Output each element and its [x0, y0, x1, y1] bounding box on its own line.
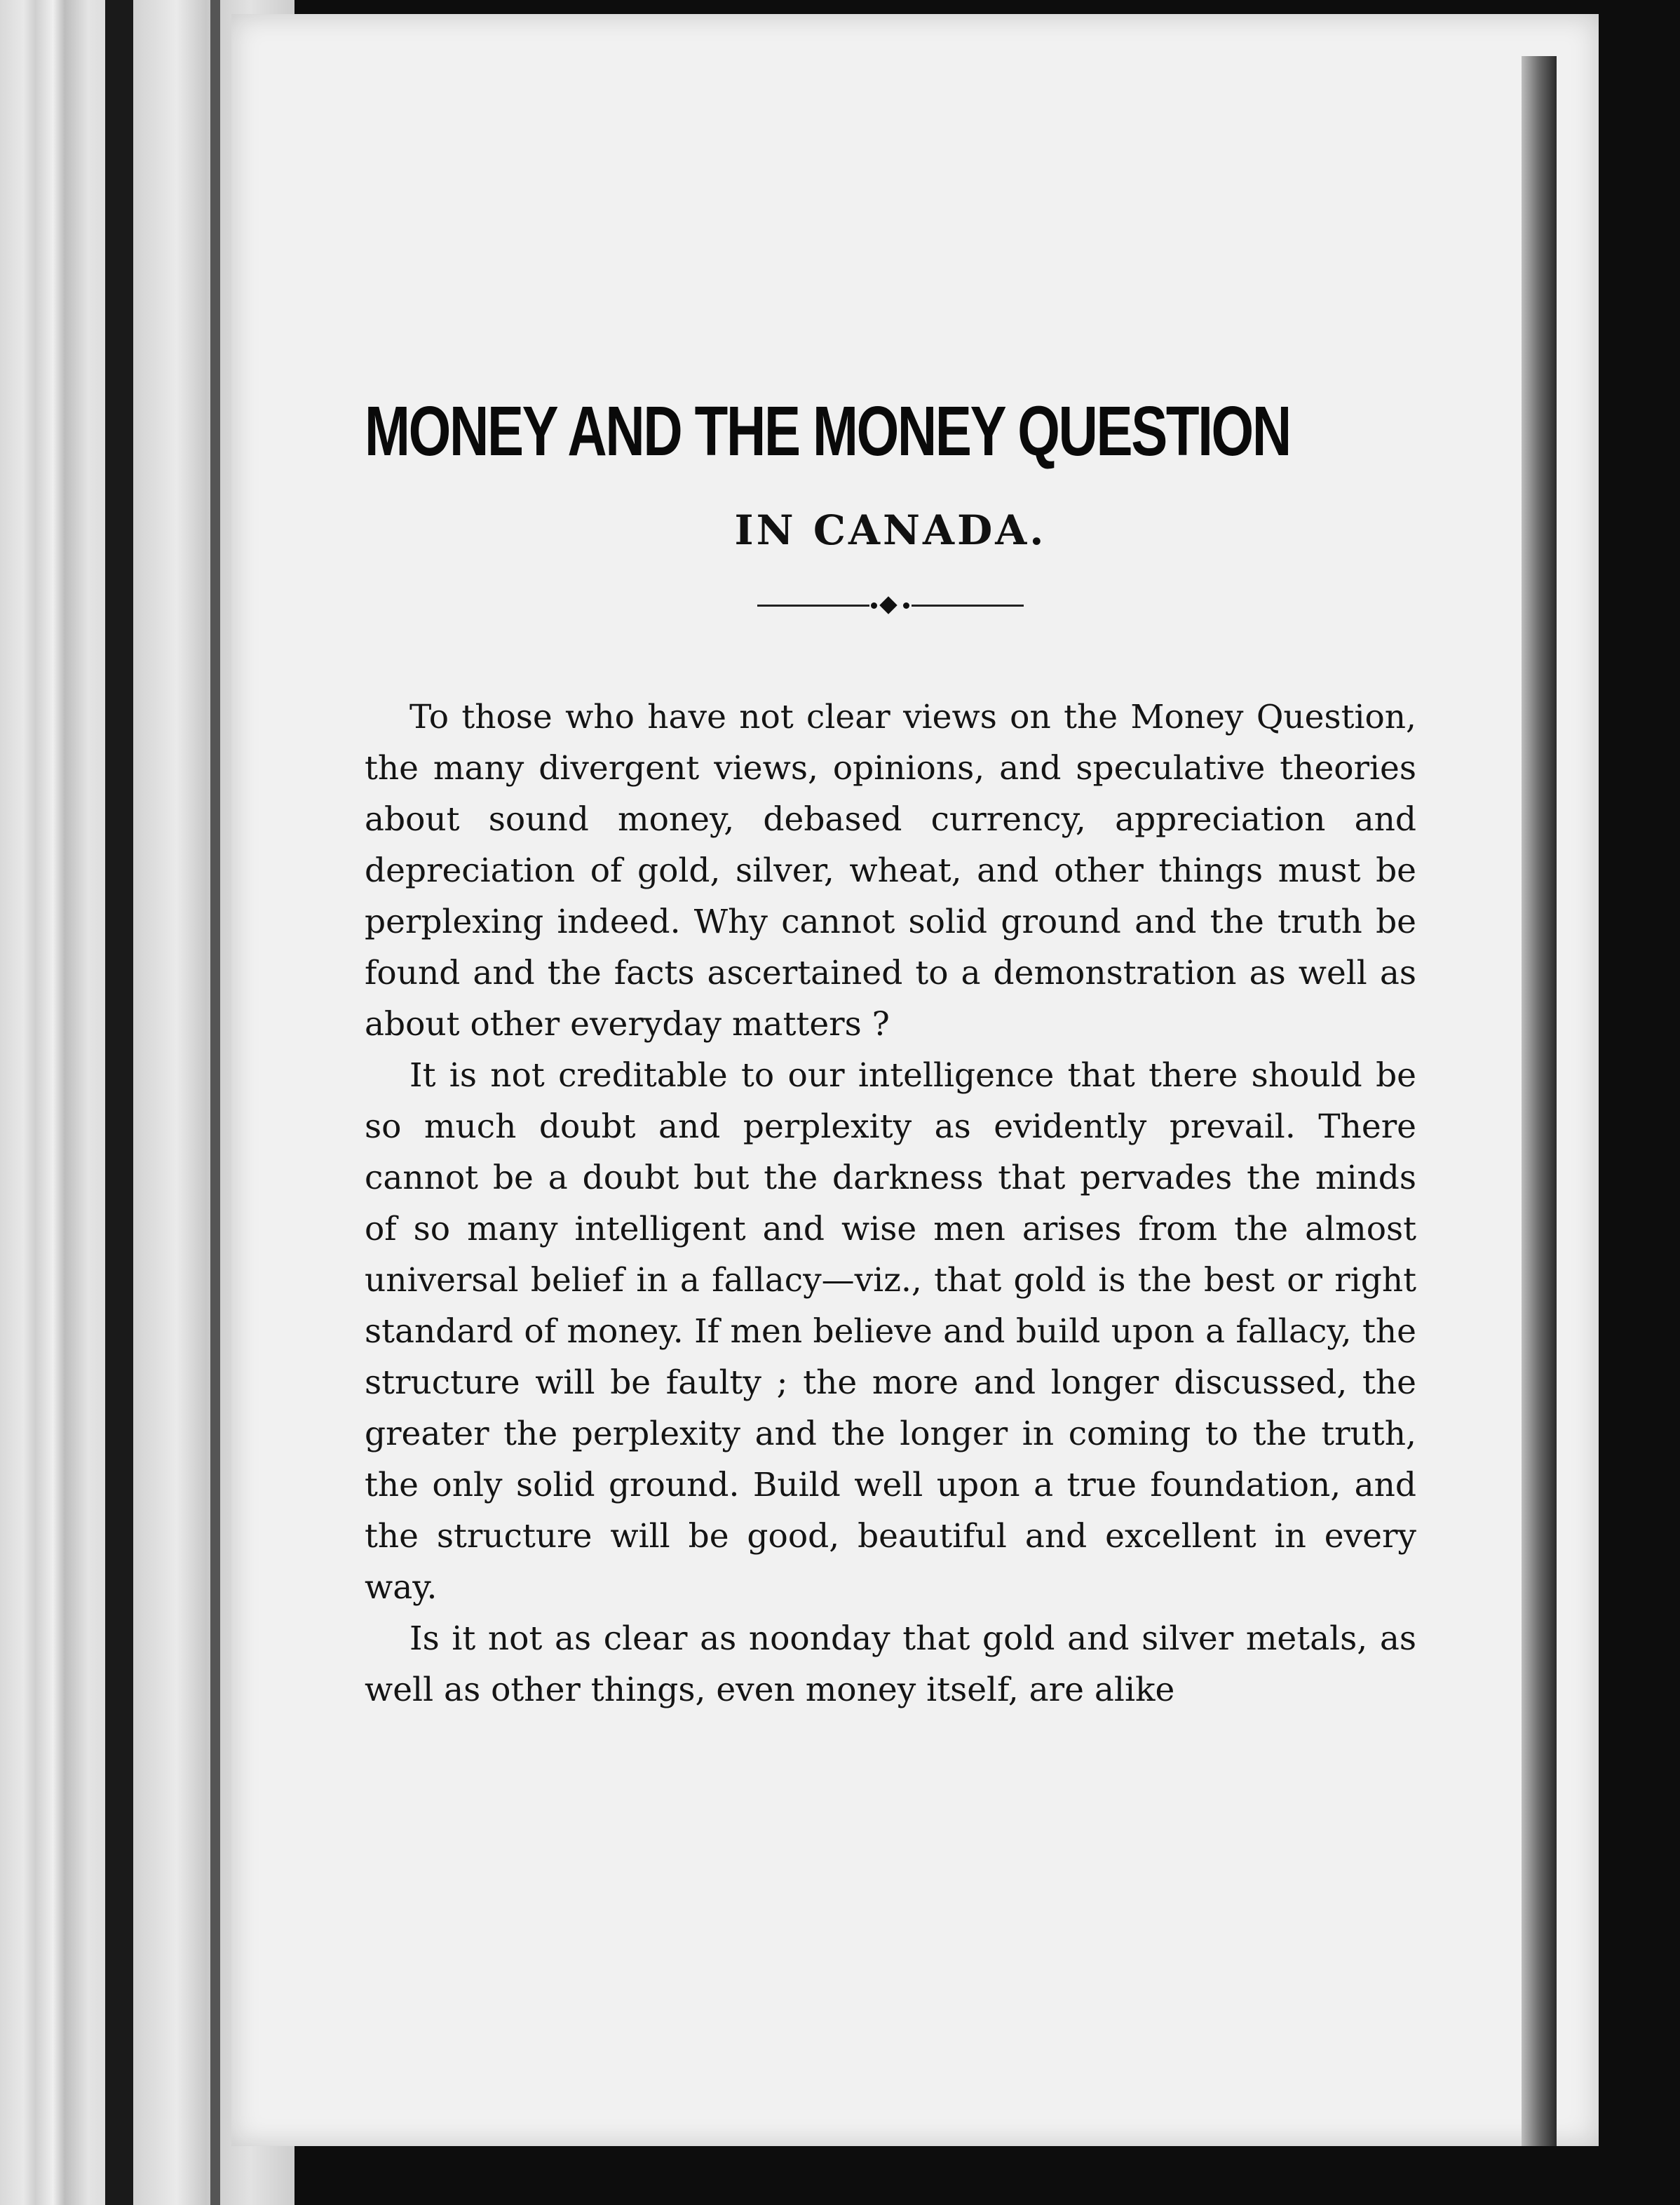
ornament-dot-right	[903, 602, 909, 609]
body-text	[365, 692, 1416, 1715]
paragraph-2: It is not creditable to our intelligence that there should be so much doubt and perplexity as evidently prevail. There cannot be a doubt but the darkness that pervades the minds of so many intelligent and wise men arises from the almost universal belief in a fallacy—viz., that gold is the best or right standard of money. If men believe and build upon a fallacy, the structure will be faulty ; the more and longer discussed, the greater the perplexity and the longer in coming to the truth, the only solid ground. Build well upon a true foundation, and the structure will be good, beautiful and excellent in every way.	[365, 1056, 1416, 1607]
ornament-dot-left	[871, 602, 877, 609]
ornament-diamond-icon	[879, 596, 897, 614]
paragraph-1: To those who have not clear views on the Money Question, the many divergent views, opinions, and speculative theories about sound money, debased currency, appreciation and depreciation of gold, silver, wheat, and other things must be perplexing indeed. Why cannot solid ground and the truth be found and the facts ascertained to a demonstration as well as about other everyday matters ?	[365, 698, 1416, 1044]
binding-shadow	[105, 0, 133, 2205]
page-title: MONEY AND THE MONEY QUESTION	[365, 392, 1290, 471]
ornament-divider	[757, 595, 1024, 616]
page-content	[365, 393, 1416, 1715]
ornament-line-left	[757, 605, 869, 607]
ornament-line-right	[912, 605, 1024, 607]
paragraph-3: Is it not as clear as noonday that gold and silver metals, as well as other things, even money itself, are alike	[365, 1619, 1416, 1709]
page-subtitle: IN CANADA.	[734, 506, 1047, 554]
page-edge	[1522, 56, 1557, 2146]
binding-crease	[210, 0, 220, 2205]
